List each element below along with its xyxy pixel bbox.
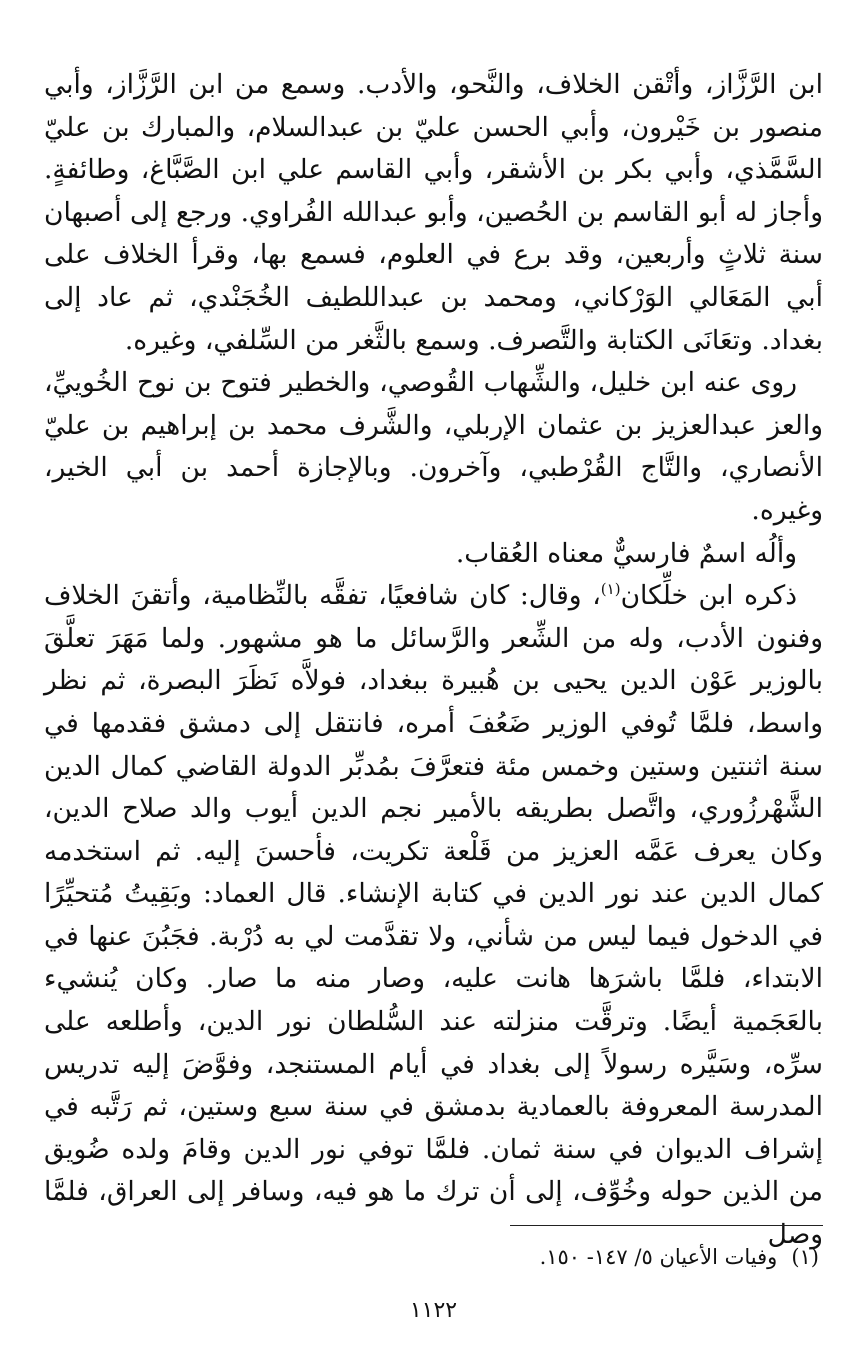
- paragraph-4-rest: ، وقال: كان شافعيًا، تفقَّه بالنِّظامية، وأتقنَ الخلاف وفنون الأدب، وله من الشِّعر والرَّسائل ما هو مشهور. ولما مَهَرَ تعلَّقَ بالوزير عَوْن الدين يحيى بن هُبيرة ببغداد، فولاَّه نَظَرَ البصرة، ثم نظر واسط، فلمَّا تُوفي الوزير ضَعُفَ أمره، فانتقل إلى دمشق فقدمها في سنة اثنتين وستين وخمس مئة فتعرَّفَ بمُدبِّر الدولة القاضي كمال الدين الشَّهْرزُوري، واتَّصل بطريقه بالأمير نجم الدين أيوب والد صلاح الدين، وكان يعرف عَمَّه العزيز من قَلْعة تكريت، فأحسنَ إليه. ثم استخدمه كمال الدين عند نور الدين في كتابة الإنشاء. قال العماد: وبَقِيتُ مُتحيِّرًا في الدخول فيما ليس من شأني، ولا تقدَّمت لي به دُرْبة. فجَبُنَ عنها في الابتداء، فلمَّا باشرَها هانت عليه، وصار منه ما صار. وكان يُنشيء بالعَجَمية أيضًا. وترقَّت منزلته عند السُّلطان نور الدين، وأطلعه على سرِّه، وسَيَّره رسولاً إلى بغداد في أيام المستنجد، وفوَّضَ إليه تدريس المدرسة المعروفة بالعمادية بدمشق في سنة سبع وستين، ثم رَتَّبه في إشراف الديوان في سنة ثمان. فلمَّا توفي نور الدين وقامَ ولده ضُويق من الذين حوله وخُوِّف، إلى أن ترك ما هو فيه، وسافر إلى العراق، فلمَّا وصل: [44, 580, 823, 1251]
- paragraph-4: [44, 575, 823, 1257]
- footnote-number: (١): [791, 1245, 819, 1269]
- paragraph-1: ابن الرَّزَّاز، وأتْقن الخلاف، والنَّحو، والأدب. وسمع من ابن الرَّزَّاز، وأبي منصور بن خَيْرون، وأبي الحسن عليّ بن عبدالسلام، والمبارك بن عليّ السَّمَّذي، وأبي بكر بن الأشقر، وأبي القاسم علي ابن الصَّبَّاغ، وطائفةٍ. وأجاز له أبو القاسم بن الحُصين، وأبو عبدالله الفُراوي. ورجع إلى أصبهان سنة ثلاثٍ وأربعين، وقد برع في العلوم، فسمع بها، وقرأ الخلاف على أبي المَعَالي الوَرْكاني، ومحمد بن عبداللطيف الخُجَنْدي، ثم عاد إلى بغداد. وتعَانَى الكتابة والتَّصرف. وسمع بالثَّغر من السِّلفي، وغيره.: [44, 69, 823, 356]
- footnote: [540, 1242, 819, 1272]
- footnote-text: وفيات الأعيان ٥/ ١٤٧- ١٥٠.: [539, 1245, 778, 1269]
- page-number: ١١٢٢: [409, 1298, 458, 1323]
- paragraph-2: روى عنه ابن خليل، والشِّهاب القُوصي، والخطير فتوح بن نوح الخُوييِّ، والعز عبدالعزيز بن عثمان الإربلي، والشَّرف محمد بن إبراهيم بن عليّ الأنصاري، والتَّاج القُرْطبي، وآخرون. وبالإجازة أحمد بن أبي الخير، وغيره.: [44, 367, 823, 526]
- paragraph-4-start: ذكره ابن خلِّكان: [620, 580, 797, 612]
- paragraph-3: وألُه اسمٌ فارسيٌّ معناه العُقاب.: [455, 537, 797, 569]
- footnote-divider: [510, 1225, 823, 1226]
- body-text: [44, 64, 823, 1257]
- footnote-reference[interactable]: (١): [600, 580, 621, 599]
